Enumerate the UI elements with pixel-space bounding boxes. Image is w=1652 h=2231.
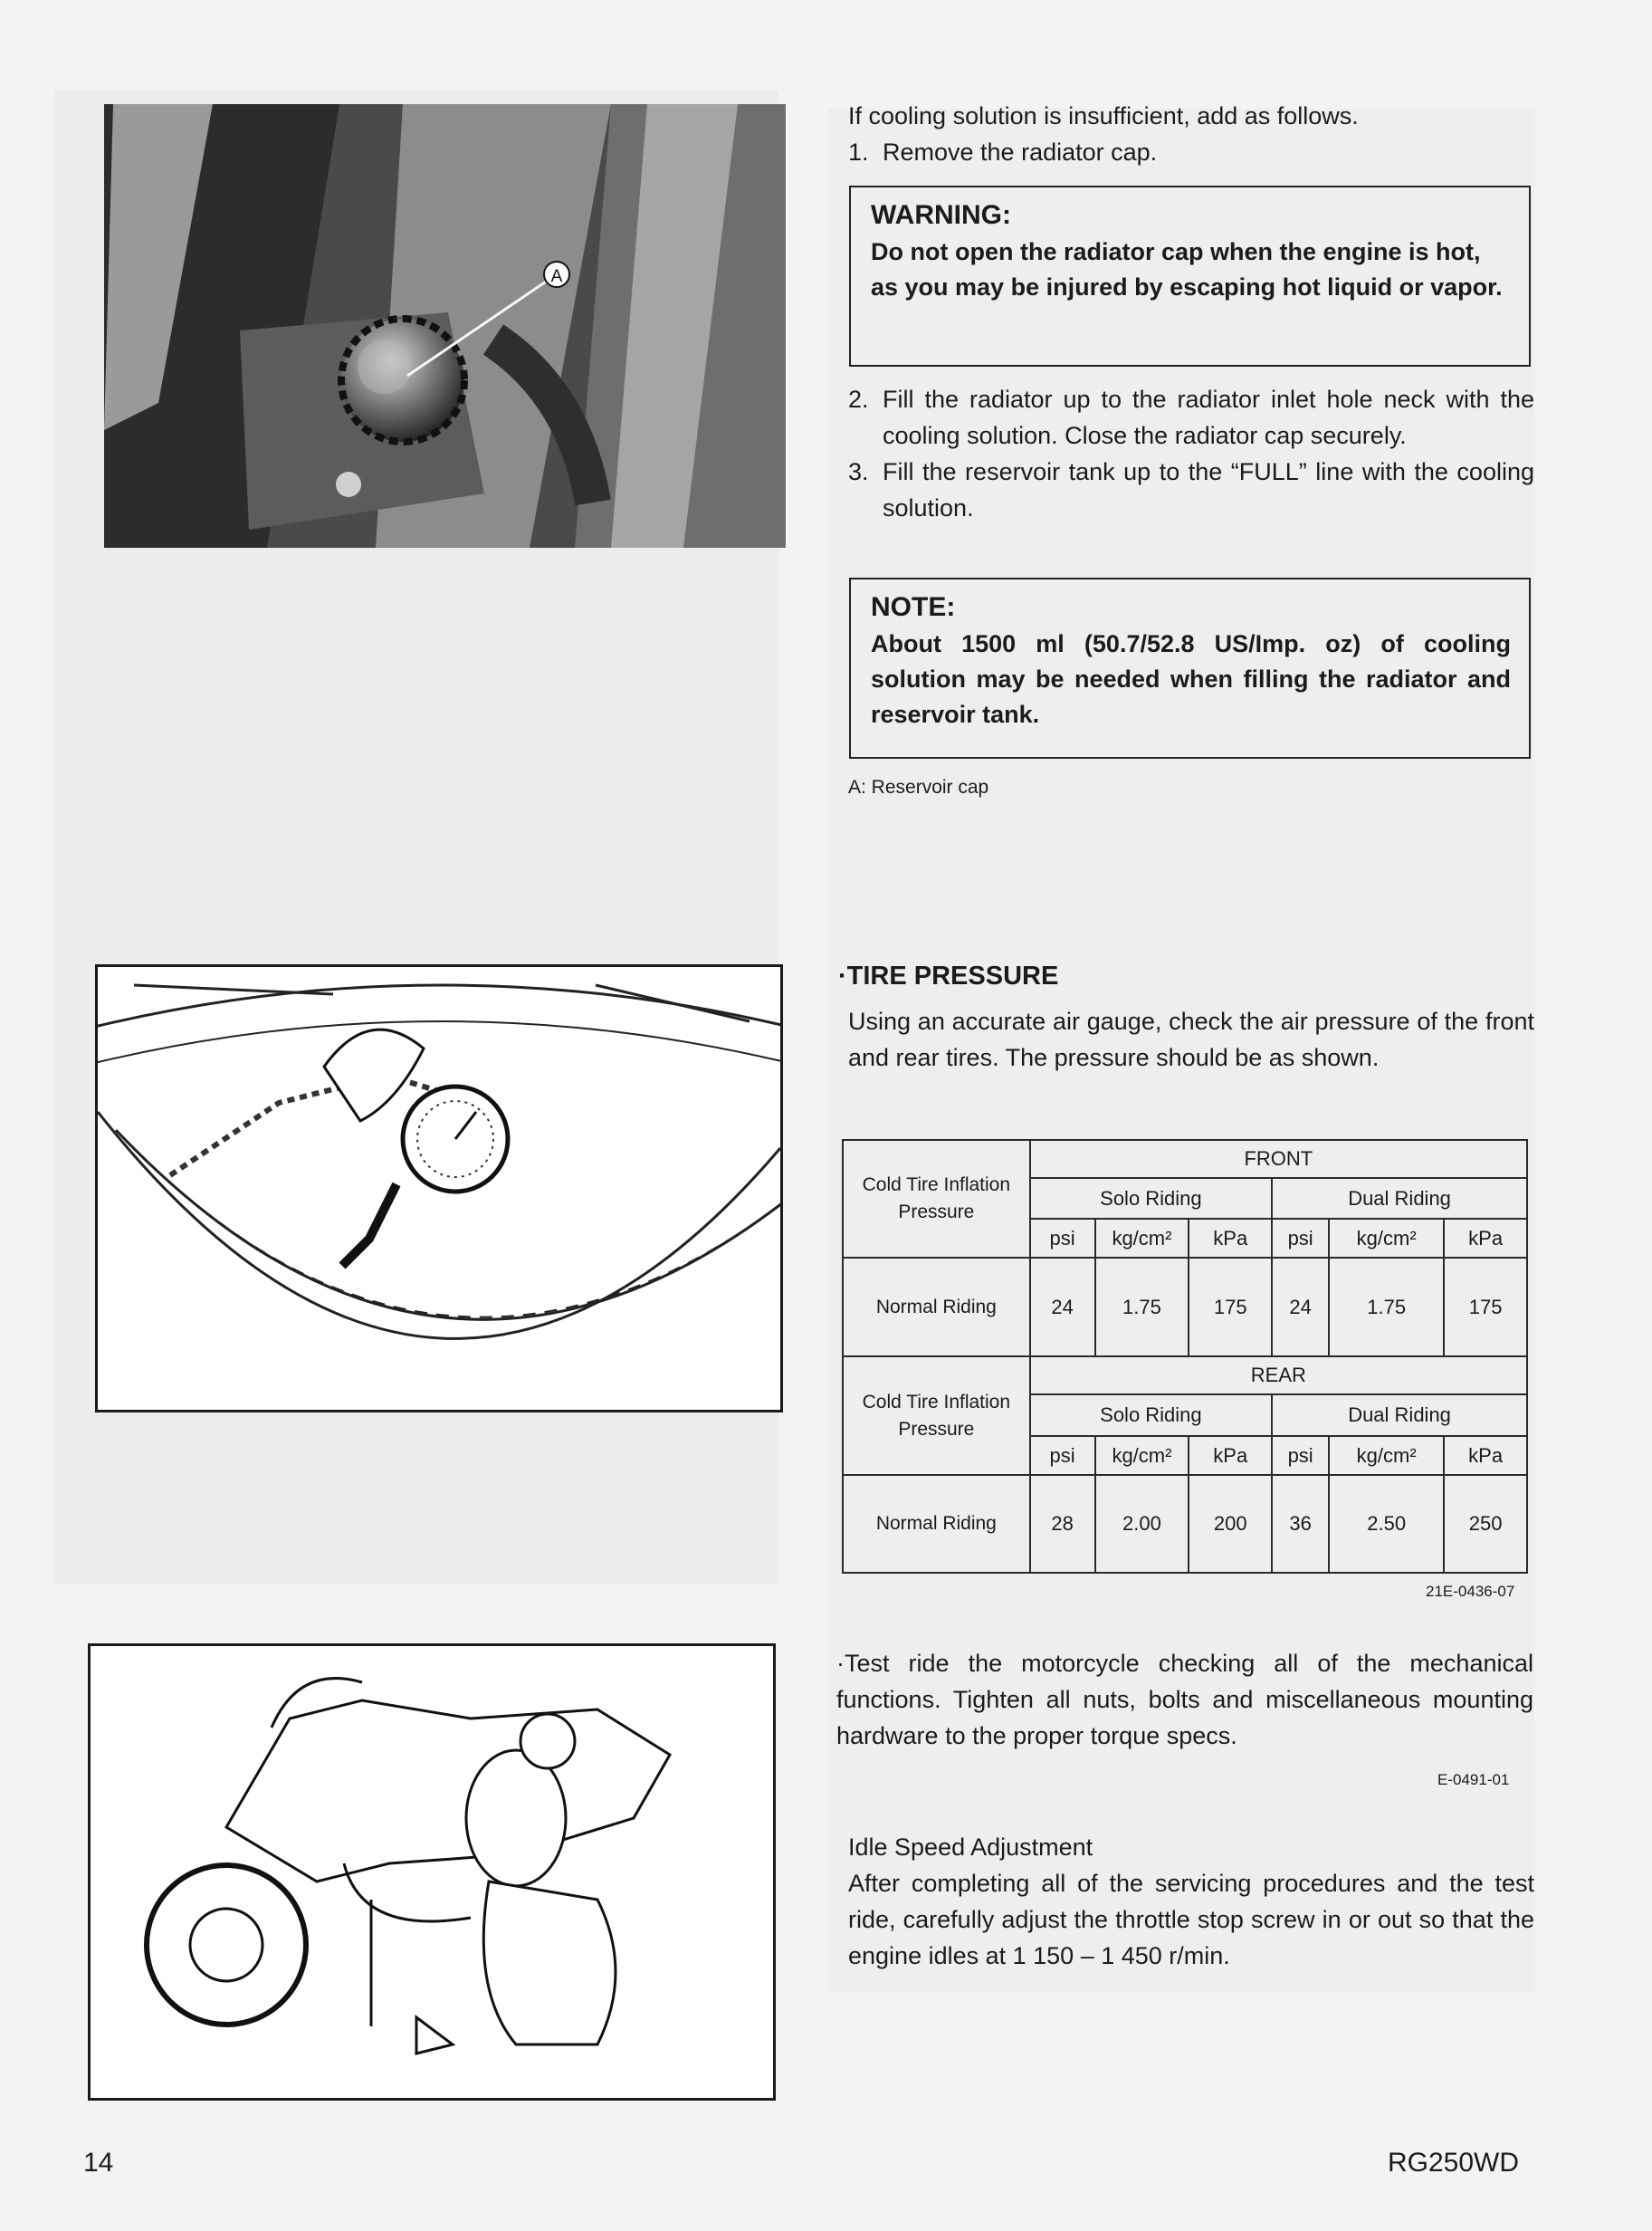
mechanic-motorcycle-illustration bbox=[88, 1643, 776, 2101]
normal-riding-rear: Normal Riding bbox=[843, 1475, 1030, 1573]
step-3 bbox=[848, 454, 1534, 526]
value-cell: 2.50 bbox=[1329, 1475, 1444, 1573]
front-solo-label: Solo Riding bbox=[1030, 1178, 1272, 1219]
warning-text: Do not open the radiator cap when the engine is hot, as you may be injured by escaping hot liquid or vapor. bbox=[871, 238, 1503, 301]
rear-dual-label: Dual Riding bbox=[1272, 1394, 1527, 1436]
front-dual-label: Dual Riding bbox=[1272, 1178, 1527, 1219]
step-text: Fill the reservoir tank up to the “FULL” line with the cooling solution. bbox=[883, 458, 1534, 522]
model-name: RG250WD bbox=[1388, 2148, 1520, 2178]
step-text: Remove the radiator cap. bbox=[883, 139, 1158, 166]
test-ride-code: E-0491-01 bbox=[1437, 1771, 1510, 1788]
value-cell: 24 bbox=[1030, 1258, 1095, 1356]
step-text: Fill the radiator up to the radiator inlet hole neck with the cooling solution. Close the radiator cap securely. bbox=[883, 386, 1534, 449]
value-cell: 175 bbox=[1444, 1258, 1527, 1356]
value-cell: 36 bbox=[1272, 1475, 1329, 1573]
note-box bbox=[849, 578, 1531, 759]
step-2 bbox=[848, 381, 1534, 454]
value-cell: 2.00 bbox=[1095, 1475, 1189, 1573]
row-label-front: Cold Tire Inflation Pressure bbox=[843, 1140, 1030, 1258]
unit-cell: kg/cm² bbox=[1095, 1219, 1189, 1258]
tire-pressure-text: Using an accurate air gauge, check the air pressure of the front and rear tires. The pressure should be as shown. bbox=[848, 1008, 1534, 1071]
photo-caption: A: Reservoir cap bbox=[848, 777, 989, 798]
value-cell: 28 bbox=[1030, 1475, 1095, 1573]
rear-title: REAR bbox=[1030, 1356, 1527, 1394]
step-number: 3. bbox=[848, 458, 869, 485]
value-cell: 250 bbox=[1444, 1475, 1527, 1573]
warning-box bbox=[849, 186, 1531, 367]
step-number: 2. bbox=[848, 386, 869, 413]
unit-cell: kPa bbox=[1189, 1436, 1272, 1475]
unit-cell: kPa bbox=[1189, 1219, 1272, 1258]
unit-cell: psi bbox=[1030, 1436, 1095, 1475]
idle-speed-section bbox=[848, 1829, 1534, 1974]
cooling-intro bbox=[848, 98, 1534, 170]
test-ride-section bbox=[836, 1645, 1533, 1754]
value-cell: 24 bbox=[1272, 1258, 1329, 1356]
tire-gauge-illustration bbox=[95, 964, 783, 1412]
tire-pressure-heading: ·TIRE PRESSURE bbox=[838, 962, 1059, 991]
unit-cell: psi bbox=[1272, 1219, 1329, 1258]
idle-text: After completing all of the servicing procedures and the test ride, carefully adjust the throttle stop screw in or out so that the engine idles at 1 150 – 1 450 r/min. bbox=[848, 1870, 1534, 1969]
value-cell: 175 bbox=[1189, 1258, 1272, 1356]
fill-steps bbox=[848, 381, 1534, 526]
table-code: 21E-0436-07 bbox=[1426, 1583, 1515, 1600]
photo-label-a: A bbox=[550, 267, 563, 286]
tire-pressure-intro bbox=[848, 1003, 1534, 1076]
unit-cell: psi bbox=[1272, 1436, 1329, 1475]
front-title: FRONT bbox=[1030, 1140, 1527, 1178]
idle-heading: Idle Speed Adjustment bbox=[848, 1834, 1093, 1861]
value-cell: 1.75 bbox=[1095, 1258, 1189, 1356]
unit-cell: psi bbox=[1030, 1219, 1095, 1258]
page-number: 14 bbox=[83, 2148, 114, 2178]
note-text: About 1500 ml (50.7/52.8 US/Imp. oz) of cooling solution may be needed when filling the radiator and reservoir tank. bbox=[871, 630, 1511, 728]
value-cell: 1.75 bbox=[1329, 1258, 1444, 1356]
note-heading: NOTE: bbox=[871, 592, 956, 622]
warning-heading: WARNING: bbox=[871, 200, 1011, 230]
unit-cell: kg/cm² bbox=[1329, 1219, 1444, 1258]
value-cell: 200 bbox=[1189, 1475, 1272, 1573]
tire-pressure-table bbox=[842, 1139, 1528, 1574]
step-1 bbox=[848, 134, 1534, 170]
step-number: 1. bbox=[848, 139, 869, 166]
intro-text: If cooling solution is insufficient, add as follows. bbox=[848, 102, 1359, 129]
rear-solo-label: Solo Riding bbox=[1030, 1394, 1272, 1436]
unit-cell: kg/cm² bbox=[1095, 1436, 1189, 1475]
test-ride-text: ·Test ride the motorcycle checking all of the mechanical functions. Tighten all nuts, bolts and miscellaneous mounting hardware to the proper torque specs. bbox=[836, 1650, 1533, 1749]
reservoir-cap-photo bbox=[104, 104, 786, 548]
unit-cell: kg/cm² bbox=[1329, 1436, 1444, 1475]
normal-riding-front: Normal Riding bbox=[843, 1258, 1030, 1356]
unit-cell: kPa bbox=[1444, 1219, 1527, 1258]
row-label-rear: Cold Tire Inflation Pressure bbox=[843, 1356, 1030, 1475]
unit-cell: kPa bbox=[1444, 1436, 1527, 1475]
